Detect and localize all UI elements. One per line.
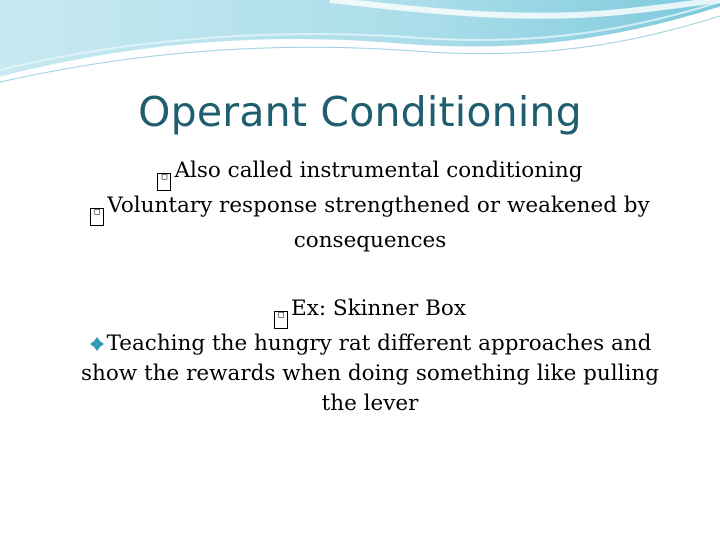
- bullet-line-2: [60, 191, 680, 256]
- bullet-text-1: Also called instrumental conditioning: [174, 158, 583, 183]
- bullet-line-4: [60, 329, 680, 419]
- bullet-text-2: Voluntary response strengthened or weakened by consequences: [107, 193, 650, 253]
- bullet-text-4: Teaching the hungry rat different approaches and show the rewards when doing something like pulling the lever: [80, 331, 659, 416]
- box-bullet-icon: □: [274, 311, 288, 329]
- bullet-line-3: [60, 294, 680, 329]
- diamond-bullet-icon: [89, 336, 105, 352]
- slide-body: [60, 156, 680, 419]
- box-bullet-icon: □: [90, 208, 104, 226]
- header-wave-decoration: [0, 0, 720, 90]
- slide-title: Operant Conditioning: [138, 88, 582, 136]
- bullet-text-3: Ex: Skinner Box: [291, 296, 466, 321]
- spacer: [60, 256, 680, 294]
- bullet-line-1: [60, 156, 680, 191]
- box-bullet-icon: □: [157, 173, 171, 191]
